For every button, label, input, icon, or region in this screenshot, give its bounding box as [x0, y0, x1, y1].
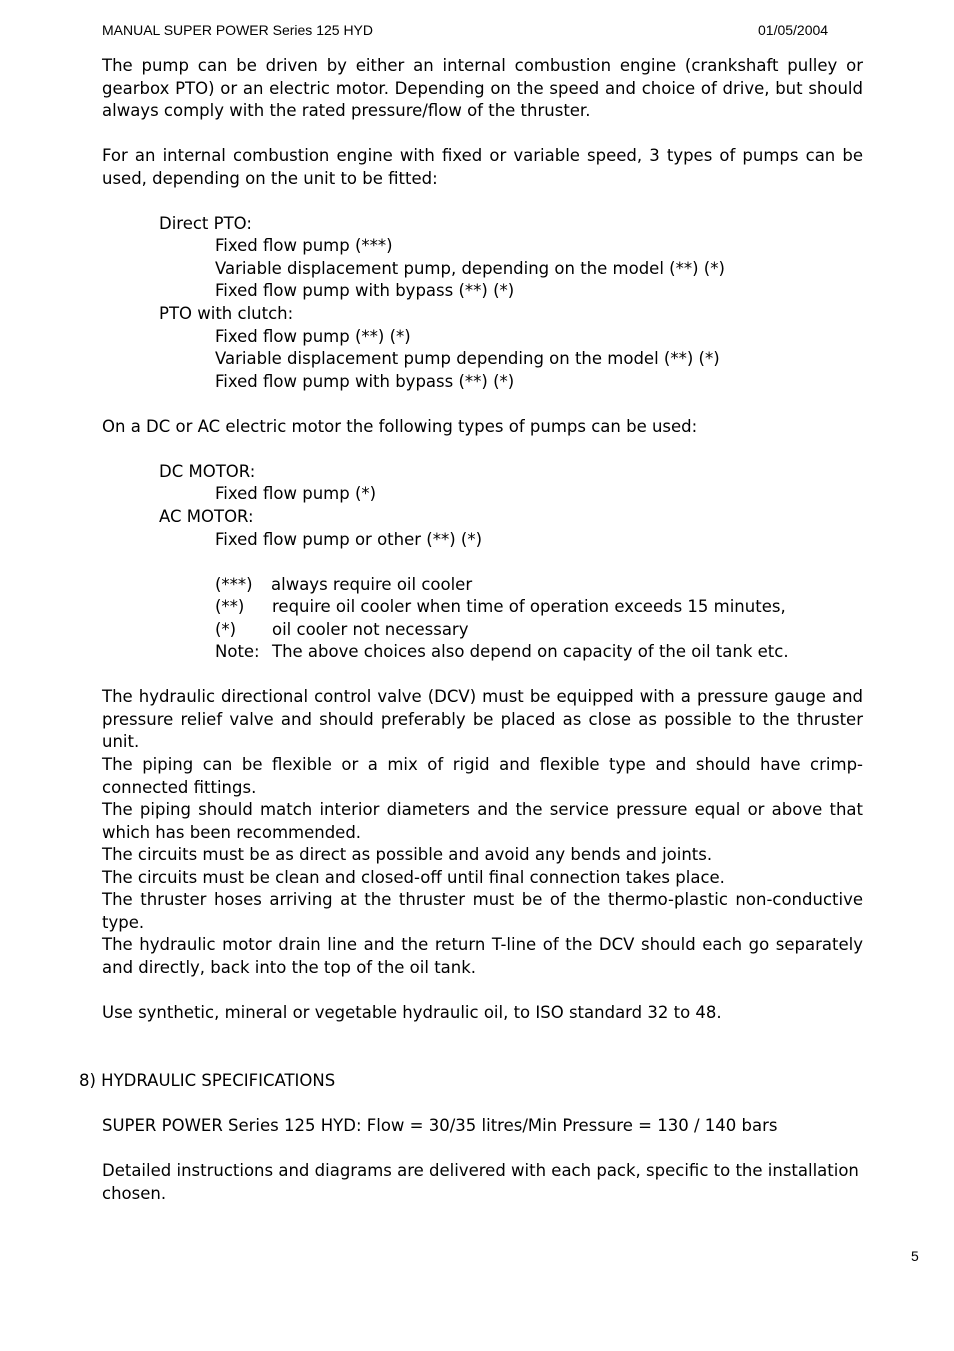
text: :: [355, 1116, 367, 1135]
mark: (*): [354, 484, 377, 503]
list-item: [215, 483, 376, 506]
piping-line: The hydraulic motor drain line and the return T-line of the DCV should each go separately and directly, back into the top of the oil tank.: [102, 935, 863, 977]
hydraulic-spec: [102, 1115, 777, 1138]
text: oil cooler not necessary: [272, 620, 469, 639]
text: to ISO standard 32 to 48.: [508, 1003, 722, 1022]
text: Fixed flow pump or other: [215, 530, 427, 549]
section-title: 8) HYDRAULIC SPECIFICATIONS: [79, 1071, 336, 1090]
text: Variable displacement pump depending on the model: [215, 349, 664, 368]
text: specific to the installation chosen.: [102, 1161, 859, 1203]
piping-line: The circuits must be clean and closed-off until final connection takes place.: [102, 868, 725, 887]
text: require oil cooler when time of operation exceeds 15 minutes,: [272, 597, 786, 616]
piping-line: The piping should match interior diameters and the service pressure equal or above that which has been recommended.: [102, 800, 863, 842]
text: can be driven by either an internal combustion engine (crankshaft pulley or gearbox PTO) or an electric motor. Depending on the speed and choice of drive,: [102, 56, 863, 98]
paragraph-dcv: [102, 686, 863, 754]
text: The: [102, 687, 139, 706]
footnote-key: (***): [215, 575, 253, 594]
dc-motor-title: DC MOTOR:: [159, 462, 256, 481]
paragraph-oil: [102, 1002, 722, 1025]
header-date: 01/05/2004: [758, 22, 829, 38]
pressure-label: Pressure: [562, 1116, 633, 1135]
text: For an: [102, 146, 163, 165]
header-title: MANUAL SUPER POWER Series 125 HYD: [102, 22, 373, 38]
text: Fixed flow pump with bypass: [215, 372, 459, 391]
flow-label: Flow: [366, 1116, 405, 1135]
term-pump: pump: [141, 56, 189, 75]
text: with fixed or variable speed, 3 types of pumps can be used, depending on the unit to be fitted:: [102, 146, 863, 188]
mark: (**) (*): [458, 372, 515, 391]
footnote: [215, 619, 469, 642]
text: Detailed: [102, 1161, 177, 1180]
footnote: [215, 574, 472, 597]
text: are delivered with each: [391, 1161, 597, 1180]
term-diagrams: diagrams: [314, 1161, 392, 1180]
text: The above choices also depend on capacity of the oil tank etc.: [272, 642, 789, 661]
list-item: [215, 348, 720, 371]
text: Fixed flow pump with bypass: [215, 281, 459, 300]
note-key: Note:: [215, 642, 260, 661]
mark: (***): [354, 236, 393, 255]
mark: (**) (*): [669, 259, 725, 278]
text: the following types of pumps can be used:: [341, 417, 698, 436]
list-item: [215, 235, 393, 258]
text: require oil cooler: [327, 575, 473, 594]
mark: (**) (*): [458, 281, 515, 300]
text: Fixed flow pump: [215, 484, 355, 503]
footnote-key: (*): [215, 620, 237, 639]
piping-line: The circuits must be as direct as possible and avoid any bends and joints.: [102, 845, 713, 864]
text: Fixed flow pump: [215, 236, 355, 255]
mark: (**) (*): [663, 349, 720, 368]
paragraph-ice: [102, 145, 863, 190]
term-but: but: [775, 78, 803, 98]
text: Use synthetic, mineral or vegetable hydraulic: [102, 1003, 484, 1022]
paragraph-pump-drive: [102, 55, 863, 123]
list-item: [215, 258, 725, 281]
pto-clutch-title: PTO with clutch:: [159, 304, 294, 323]
ac-motor-title: AC MOTOR:: [159, 507, 254, 526]
page-number: 5: [911, 1248, 919, 1264]
paragraph-instructions: [102, 1160, 863, 1205]
flow-value: = 30/35 litres/Min: [404, 1116, 563, 1135]
term-ice: internal combustion engine: [162, 146, 393, 165]
text: should always comply with the rated pressure/flow of the thruster.: [102, 78, 863, 120]
list-item: [215, 280, 514, 303]
piping-line: The thruster hoses arriving at the thruster must be of the thermo-plastic non-conductive type.: [102, 890, 863, 932]
mark: (**) (*): [354, 327, 411, 346]
spec-model: SUPER POWER Series 125 HYD: [102, 1116, 356, 1135]
text: On a DC or AC: [102, 417, 226, 436]
footnote-key: (**): [215, 597, 245, 616]
pressure-value: = 130 / 140 bars: [632, 1116, 778, 1135]
term-always: always: [271, 575, 328, 594]
direct-pto-title: Direct PTO:: [159, 214, 252, 233]
piping-line: The piping can be flexible or a mix of rigid and flexible type and should have crimp-connected fittings.: [102, 755, 863, 797]
text: The: [102, 56, 142, 75]
list-item: [215, 371, 514, 394]
mark: (**) (*): [426, 530, 483, 549]
list-item: [215, 326, 411, 349]
text: Fixed flow pump: [215, 327, 355, 346]
paragraph-electric: [102, 416, 697, 439]
text: and: [273, 1161, 315, 1180]
term-instructions: instructions: [176, 1161, 274, 1180]
term-pack: pack,: [596, 1161, 641, 1180]
footnote: [215, 596, 786, 619]
term-dcv: hydraulic directional control valve (DCV): [138, 687, 477, 706]
term-electric-motor: electric motor: [225, 417, 342, 436]
note: [215, 641, 789, 664]
text: must be equipped with a pressure gauge and pressure relief valve and should preferably be placed as close as possible to the thruster unit.: [102, 687, 864, 751]
text: Variable displacement pump, depending on the model: [215, 259, 670, 278]
term-oil: oil,: [483, 1003, 509, 1022]
list-item: [215, 529, 482, 552]
